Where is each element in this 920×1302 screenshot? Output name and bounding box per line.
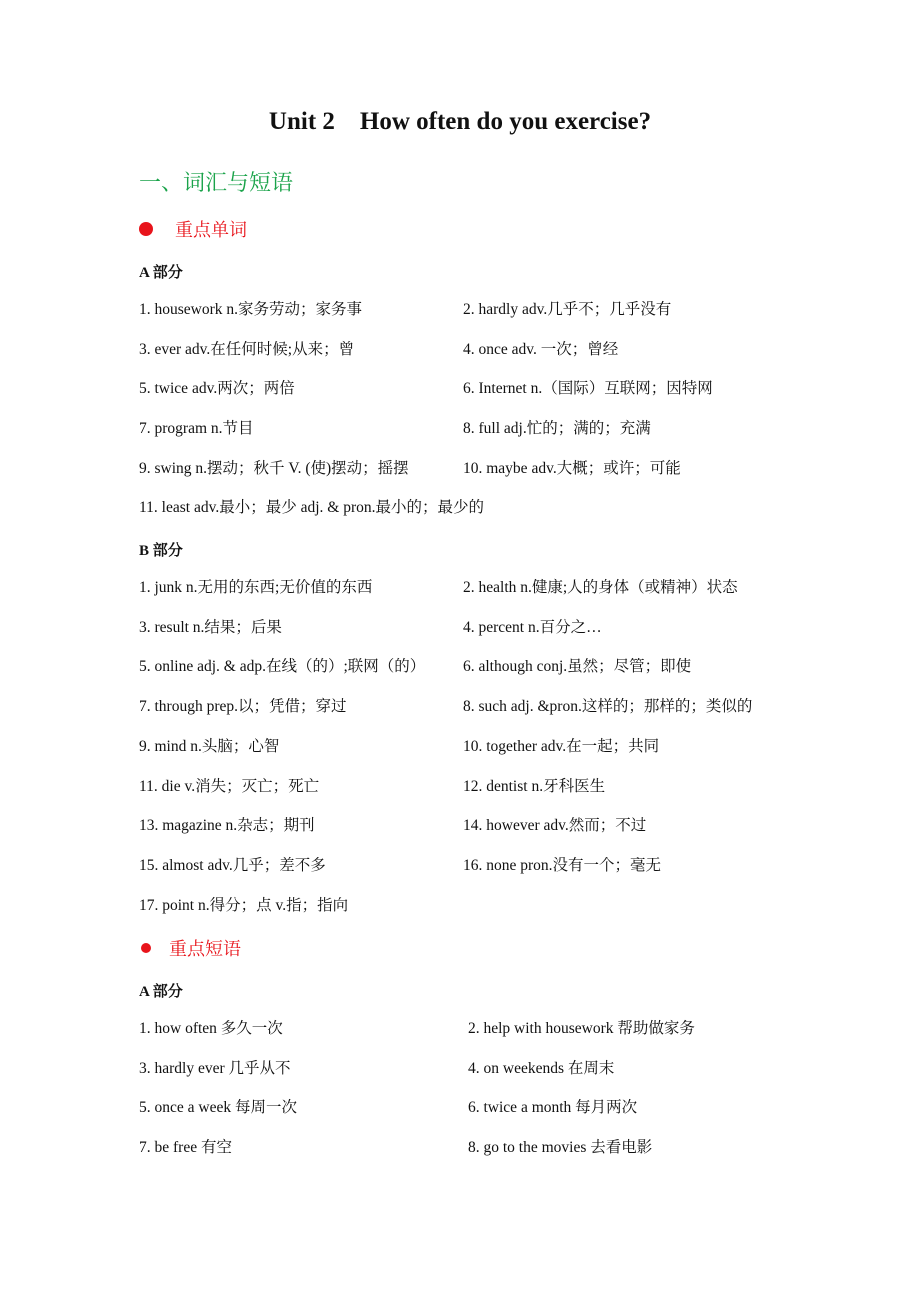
word-entry: 2. health n.健康;人的身体（或精神）状态 bbox=[463, 579, 738, 596]
word-entry: 7. program n.节目 bbox=[139, 420, 254, 437]
word-entry: 10. maybe adv.大概；或许；可能 bbox=[463, 460, 681, 477]
key-words-part-b-label: B 部分 bbox=[139, 543, 183, 559]
word-entry: 11. least adv.最小；最少 adj. & pron.最小的；最少的 bbox=[139, 499, 484, 516]
phrase-entry: 3. hardly ever 几乎从不 bbox=[139, 1060, 291, 1077]
word-entry: 14. however adv.然而；不过 bbox=[463, 817, 647, 834]
word-entry: 8. such adj. &pron.这样的；那样的；类似的 bbox=[463, 698, 753, 715]
red-bullet-icon bbox=[141, 943, 151, 953]
phrase-entry: 7. be free 有空 bbox=[139, 1139, 232, 1156]
word-entry: 3. result n.结果；后果 bbox=[139, 619, 282, 636]
word-entry: 15. almost adv.几乎；差不多 bbox=[139, 857, 326, 874]
word-entry: 4. percent n.百分之… bbox=[463, 619, 602, 636]
word-entry: 4. once adv. 一次；曾经 bbox=[463, 341, 619, 358]
red-bullet-icon bbox=[139, 222, 153, 236]
word-entry: 1. housework n.家务劳动；家务事 bbox=[139, 301, 363, 318]
key-phrases-part-a-label: A 部分 bbox=[139, 984, 183, 1000]
page-title: Unit 2 How often do you exercise? bbox=[268, 108, 652, 135]
word-entry: 6. although conj.虽然；尽管；即使 bbox=[463, 658, 692, 675]
word-entry: 5. twice adv.两次；两倍 bbox=[139, 380, 295, 397]
word-entry: 2. hardly adv.几乎不；几乎没有 bbox=[463, 301, 672, 318]
word-entry: 13. magazine n.杂志；期刊 bbox=[139, 817, 315, 834]
phrase-entry: 2. help with housework 帮助做家务 bbox=[468, 1020, 695, 1037]
key-words-heading-label: 重点单词 bbox=[175, 220, 247, 241]
word-entry: 5. online adj. & adp.在线（的）;联网（的） bbox=[139, 658, 426, 675]
word-entry: 12. dentist n.牙科医生 bbox=[463, 778, 606, 795]
word-entry: 6. Internet n.（国际）互联网；因特网 bbox=[463, 380, 713, 397]
key-phrases-heading-label: 重点短语 bbox=[169, 939, 241, 960]
section-heading-vocabulary: 一、词汇与短语 bbox=[139, 171, 294, 196]
word-entry: 8. full adj.忙的；满的；充满 bbox=[463, 420, 651, 437]
word-entry: 9. mind n.头脑；心智 bbox=[139, 738, 280, 755]
phrase-entry: 1. how often 多久一次 bbox=[139, 1020, 283, 1037]
phrase-entry: 5. once a week 每周一次 bbox=[139, 1099, 297, 1116]
phrase-entry: 6. twice a month 每月两次 bbox=[468, 1099, 638, 1116]
phrase-entry: 4. on weekends 在周末 bbox=[468, 1060, 615, 1077]
word-entry: 1. junk n.无用的东西;无价值的东西 bbox=[139, 579, 373, 596]
word-entry: 11. die v.消失；灭亡；死亡 bbox=[139, 778, 320, 795]
word-entry: 3. ever adv.在任何时候;从来；曾 bbox=[139, 341, 355, 358]
word-entry: 9. swing n.摆动；秋千 V. (使)摆动；摇摆 bbox=[139, 460, 409, 477]
key-words-part-a-label: A 部分 bbox=[139, 265, 183, 281]
key-phrases-heading bbox=[139, 935, 241, 961]
word-entry: 17. point n.得分；点 v.指；指向 bbox=[139, 897, 349, 914]
word-entry: 10. together adv.在一起；共同 bbox=[463, 738, 660, 755]
phrase-entry: 8. go to the movies 去看电影 bbox=[468, 1139, 653, 1156]
key-words-heading bbox=[139, 216, 247, 242]
word-entry: 7. through prep.以；凭借；穿过 bbox=[139, 698, 347, 715]
word-entry: 16. none pron.没有一个；毫无 bbox=[463, 857, 662, 874]
